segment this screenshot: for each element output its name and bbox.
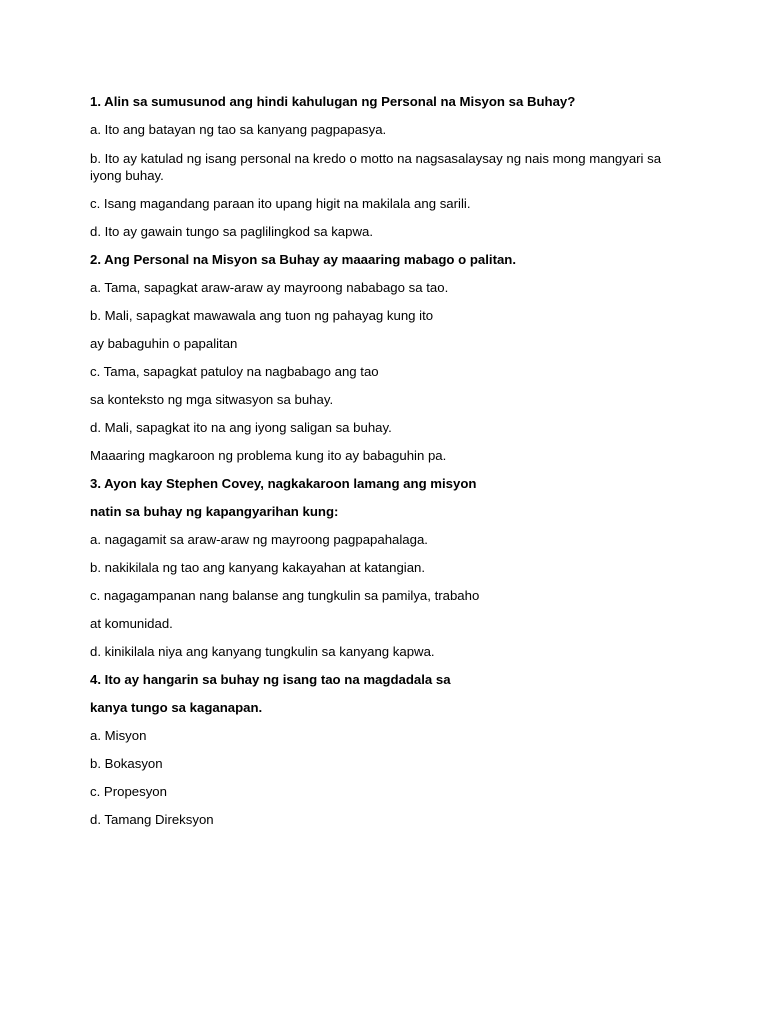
question-3-option-a: a. nagagamit sa araw-araw ng mayroong pagpapahalaga.: [90, 532, 428, 547]
question-2-option-d-cont: Maaaring magkaroon ng problema kung ito ay babaguhin pa.: [90, 448, 447, 463]
question-4-option-b: b. Bokasyon: [90, 756, 163, 771]
question-1-option-c: c. Isang magandang paraan ito upang higit na makilala ang sarili.: [90, 196, 471, 211]
question-4-prompt-cont: kanya tungo sa kaganapan.: [90, 700, 263, 715]
question-3-prompt: 3. Ayon kay Stephen Covey, nagkakaroon lamang ang misyon: [90, 476, 477, 491]
question-2-option-c: c. Tama, sapagkat patuloy na nagbabago ang tao: [90, 364, 379, 379]
question-3-option-c-cont: at komunidad.: [90, 616, 173, 631]
question-2-option-b: b. Mali, sapagkat mawawala ang tuon ng pahayag kung ito: [90, 308, 434, 323]
question-1-prompt: 1. Alin sa sumusunod ang hindi kahulugan ng Personal na Misyon sa Buhay?: [90, 94, 576, 109]
question-1-option-a: a. Ito ang batayan ng tao sa kanyang pagpapasya.: [90, 122, 387, 137]
question-2-option-a: a. Tama, sapagkat araw-araw ay mayroong nababago sa tao.: [90, 280, 449, 295]
question-3-option-b: b. nakikilala ng tao ang kanyang kakayahan at katangian.: [90, 560, 426, 575]
question-2-prompt: 2. Ang Personal na Misyon sa Buhay ay maaaring mabago o palitan.: [90, 252, 517, 267]
question-4-option-a: a. Misyon: [90, 728, 147, 743]
question-4-option-d: d. Tamang Direksyon: [90, 812, 214, 827]
question-3-option-d: d. kinikilala niya ang kanyang tungkulin sa kanyang kapwa.: [90, 644, 435, 659]
question-1-option-b: b. Ito ay katulad ng isang personal na kredo o motto na nagsasalaysay ng nais mong mangyari sa iyong buhay.: [90, 151, 662, 183]
question-4-option-c: c. Propesyon: [90, 784, 167, 799]
question-3-prompt-cont: natin sa buhay ng kapangyarihan kung:: [90, 504, 339, 519]
question-3-option-c: c. nagagampanan nang balanse ang tungkulin sa pamilya, trabaho: [90, 588, 480, 603]
question-2-option-b-cont: ay babaguhin o papalitan: [90, 336, 238, 351]
question-4-prompt: 4. Ito ay hangarin sa buhay ng isang tao na magdadala sa: [90, 672, 451, 687]
question-2-option-d: d. Mali, sapagkat ito na ang iyong saligan sa buhay.: [90, 420, 392, 435]
question-2-option-c-cont: sa konteksto ng mga sitwasyon sa buhay.: [90, 392, 334, 407]
question-1-option-d: d. Ito ay gawain tungo sa paglilingkod sa kapwa.: [90, 224, 373, 239]
